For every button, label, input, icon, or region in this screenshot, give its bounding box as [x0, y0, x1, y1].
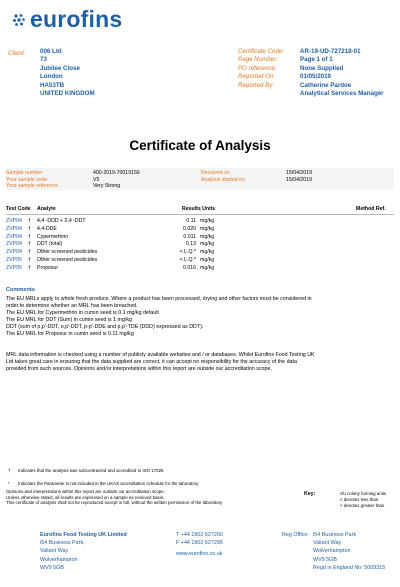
- reported-by: Catherine Pardoe: [300, 81, 352, 89]
- results-table: [6, 218, 394, 273]
- row-unit: mg/kg: [200, 264, 215, 271]
- table-row: [6, 218, 394, 226]
- po-reference: None Supplied: [300, 64, 344, 72]
- client-address: [40, 48, 95, 98]
- meta-label: PO reference:: [238, 64, 277, 72]
- contact-details: [176, 531, 223, 559]
- comment-line: DDT (sum of p,p'-DDT, o,p'-DDT, p-p'-DDE and p,p'-TDE (DDD) expressed as DDT).: [6, 324, 204, 330]
- client-line: 006 Ltd: [40, 48, 62, 55]
- address-line: Wolverhampton: [40, 556, 78, 563]
- row-unit: mg/kg: [200, 256, 215, 263]
- telephone: T +44 1902 627200: [176, 532, 223, 538]
- mrl-disclaimer: [6, 352, 396, 373]
- col-header-method-ref: Method Ref.: [356, 206, 386, 212]
- row-test-code: ZVP04: [6, 249, 22, 256]
- sample-number: 400-2019-70019156: [93, 170, 140, 176]
- table-header-rule: [6, 214, 394, 215]
- note-not-accredited-mark: *: [8, 481, 10, 486]
- row-test-code: ZVP04: [6, 233, 22, 240]
- client-label: Client:: [8, 50, 26, 57]
- reporter-title: Analytical Services Manager: [300, 90, 384, 98]
- sample-code-label: Your sample code: [6, 176, 48, 183]
- eurofins-logo: [12, 6, 122, 33]
- address-line: WV9 5GB: [40, 564, 64, 571]
- client-line: HA53TB: [40, 81, 65, 89]
- reg-number: Regd in England No: 5009315: [313, 564, 386, 571]
- note-not-accredited: Indicates the Parameter is not included in the UKAS accreditation schedule for the laboratory: [18, 481, 199, 486]
- started-label: Analysis started on: [201, 176, 245, 183]
- key-label: Key:: [304, 491, 316, 497]
- received-label: Received on: [201, 170, 230, 176]
- row-mark: †: [28, 241, 31, 248]
- row-unit: mg/kg: [200, 241, 215, 248]
- date-labels: [201, 170, 245, 183]
- comments-label: Comments: [6, 287, 35, 293]
- started-date: 15/04/2019: [286, 176, 312, 183]
- note-subcontracted: Indicates that the analysis was subcontracted and accredited to ISO 17025: [18, 468, 164, 473]
- general-note-line: Opinions and interpretations within this report are outside our accreditation scope.: [6, 489, 165, 494]
- table-row: [6, 241, 394, 249]
- row-mark: †: [28, 249, 31, 256]
- row-analyte: Other screened pesticides: [37, 256, 98, 263]
- meta-label: Reported By:: [238, 81, 275, 89]
- row-analyte: 4,4-DDE: [37, 225, 57, 232]
- page-title: Certificate of Analysis: [129, 138, 271, 153]
- general-note-line: This certificate of analysis shall not be reproduced except in full, without the written permission of the laboratory: [6, 500, 223, 506]
- eurofins-logo-mark-icon: [12, 13, 26, 27]
- reg-office-label: Reg Office:: [282, 532, 309, 538]
- key-legend: [340, 491, 386, 510]
- general-note-line: Unless otherwise stated, all results are expressed on a sample as received basis.: [6, 494, 165, 500]
- comment-line: order to determine whether an MRL has been breached.: [6, 303, 138, 309]
- col-header-analyte: Analyte: [37, 206, 56, 212]
- row-analyte: DDT (total): [37, 241, 63, 248]
- comment-line: The EU MRL for DDT (Sum) in cumin seed is 1 mg/kg: [6, 317, 132, 323]
- reg-address-line: i54 Business Park: [313, 532, 357, 538]
- client-line: London: [40, 73, 63, 81]
- comment-line: The EU MRL for Propoxur in cumin seed is 0.11 mg/kg: [6, 331, 134, 337]
- general-notes: [6, 489, 306, 506]
- row-unit: mg/kg: [200, 225, 215, 232]
- mrl-line: provided from such sources. Opinions and/or interpretations within this report are outside our accreditation scope.: [6, 366, 272, 372]
- row-value: 0.011: [183, 233, 196, 240]
- row-test-code: ZVP04: [6, 225, 22, 232]
- sample-labels: [6, 170, 58, 190]
- sample-code: V5: [93, 176, 100, 183]
- address-line: Valiant Way: [40, 548, 69, 555]
- reg-address-line: WV9 5GB: [313, 556, 337, 563]
- key-line: < denotes less than: [340, 497, 379, 503]
- company-name: Eurofins Food Testing UK Limited: [40, 532, 127, 538]
- sample-ref: Very Strong: [93, 183, 121, 190]
- meta-label: Page Number:: [238, 56, 278, 64]
- received-date: 15/04/2019: [286, 170, 312, 176]
- sample-info-box: [6, 168, 394, 190]
- certificate-code: AR-19-UD-727218-01: [300, 48, 361, 55]
- sample-values: [93, 170, 140, 190]
- row-analyte: Propoxur: [37, 264, 59, 271]
- client-line: Jubilee Close: [40, 64, 80, 72]
- reg-office-address: [313, 531, 385, 572]
- certificate-meta-values: [300, 48, 384, 98]
- row-value: 0.11: [186, 218, 196, 224]
- row-value: 0.13: [185, 241, 196, 248]
- table-row: [6, 234, 394, 242]
- row-value: 0.016: [183, 264, 196, 271]
- row-mark: †: [28, 233, 31, 240]
- table-row: [6, 265, 394, 273]
- row-analyte: Cypermethrin: [37, 233, 69, 240]
- comment-line: The EU MRL for Cypermethrin in cumin seed is 0.1 mg/kg default: [6, 310, 159, 316]
- row-mark: †: [28, 218, 31, 224]
- meta-label: [238, 90, 284, 98]
- reg-address-line: Wolverhampton: [313, 548, 351, 555]
- row-unit: mg/kg: [200, 249, 215, 256]
- table-row: [6, 249, 394, 257]
- row-test-code: ZVP05: [6, 264, 22, 271]
- date-values: [286, 170, 312, 183]
- comments-text: [6, 296, 396, 338]
- row-value: < L.Q.*: [179, 256, 196, 263]
- row-test-code: ZVP04: [6, 218, 22, 224]
- row-mark: †: [28, 264, 31, 271]
- comment-line: The EU MRLs apply to whole fresh produce. Where a product has been processed, drying and other factors must be considered in: [6, 296, 312, 302]
- sample-ref-label: Your sample reference: [6, 183, 59, 190]
- website-link[interactable]: www.eurofins.co.uk: [176, 551, 223, 558]
- row-value: 0.020: [183, 225, 196, 232]
- row-unit: mg/kg: [200, 218, 215, 224]
- certificate-meta-labels: [238, 48, 284, 98]
- page-number: Page 1 of 1: [300, 56, 333, 64]
- col-header-test-code: Test Code: [6, 206, 31, 212]
- fax: F +44 1902 627296: [176, 540, 223, 547]
- table-row: [6, 257, 394, 265]
- row-value: < L.Q.*: [179, 249, 196, 256]
- col-header-results-units: Results Units: [182, 206, 216, 212]
- client-line: UNITED KINGDOM: [40, 90, 95, 98]
- meta-label: Reported On:: [238, 73, 276, 81]
- reg-address-line: Valiant Way: [313, 540, 342, 547]
- row-test-code: ZVP05: [6, 256, 22, 263]
- address-line: i54 Business Park,: [40, 540, 85, 547]
- company-address: [40, 531, 127, 572]
- row-analyte: Other screened pesticides: [37, 249, 98, 256]
- mrl-line: MRL data information is checked using a number of publicly available websites and / or databases. Whilst Eurofins Food Testing UK: [6, 352, 315, 358]
- client-line: 73: [40, 56, 47, 64]
- row-unit: mg/kg: [200, 233, 215, 240]
- reported-on: 01/05/2019: [300, 73, 331, 81]
- row-test-code: ZVP04: [6, 241, 22, 248]
- mrl-line: Ltd takes great care in ensuring that the data supplied are correct, it can accept no responsibility for the accuracy of the data: [6, 359, 297, 365]
- meta-label: Certificate Code:: [238, 48, 285, 55]
- table-row: [6, 226, 394, 234]
- key-line: > denotes greater than: [340, 503, 385, 509]
- key-line: cfu colony forming units: [340, 491, 387, 496]
- note-subcontracted-mark: †: [8, 468, 11, 473]
- row-mark: †: [28, 256, 31, 263]
- row-mark: †: [28, 225, 31, 232]
- sample-number-label: Sample number: [6, 170, 43, 176]
- logo-wordmark: eurofins: [30, 6, 123, 32]
- row-analyte: 4,4 -DDD + 2,4 -DDT: [37, 218, 86, 224]
